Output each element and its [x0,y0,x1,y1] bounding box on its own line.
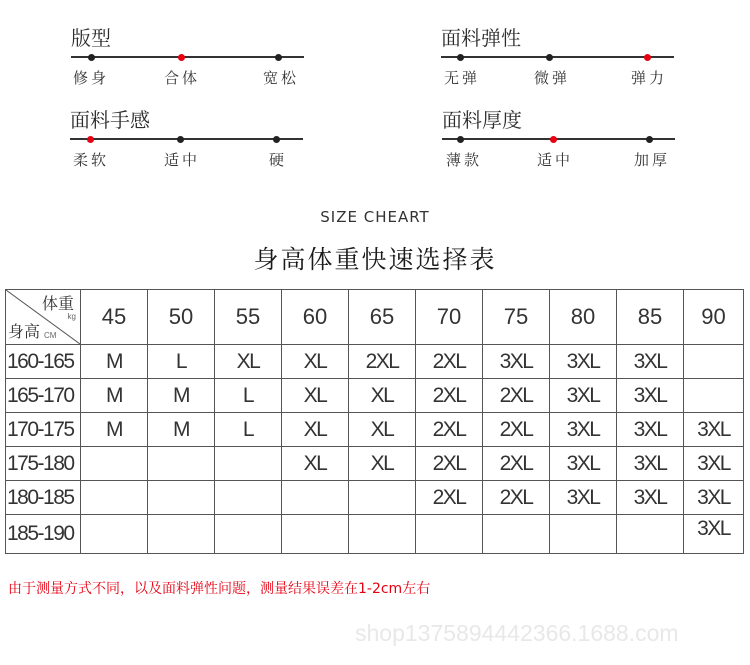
size-cell [282,515,349,554]
table-row [6,447,744,481]
attr-thickness-dot-0 [457,136,464,143]
size-cell: 3XL [550,447,617,481]
height-cell: 180-185 [6,481,81,515]
attr-elasticity-dot-2 [644,54,651,61]
size-cell: XL [349,379,416,413]
attr-elasticity-option-0: 无弹 [443,69,481,87]
attr-version [71,22,304,92]
corner-height-unit: CM [44,331,57,340]
attr-elasticity-dot-0 [457,54,464,61]
size-cell: L [215,413,282,447]
size-cell: 2XL [483,379,550,413]
size-cell [81,481,148,515]
size-cell: 2XL [483,413,550,447]
size-cell: M [81,413,148,447]
size-cell [148,515,215,554]
size-cell: 3XL [684,413,744,447]
attr-elasticity-title: 面料弹性 [441,26,521,50]
table-row [6,515,744,554]
attr-version-option-0: 修身 [72,69,110,87]
size-cell [215,447,282,481]
size-cell [349,515,416,554]
attr-version-dot-0 [88,54,95,61]
size-cell: 3XL [550,345,617,379]
table-row [6,413,744,447]
size-cell [148,447,215,481]
size-cell: 3XL [684,515,744,554]
size-cell: XL [282,447,349,481]
size-cell: 3XL [617,379,684,413]
size-cell [215,481,282,515]
height-cell: 165-170 [6,379,81,413]
attr-feel-dot-2 [273,136,280,143]
attr-thickness [442,104,675,174]
weight-header-cell: 90 [684,290,744,345]
size-cell: 3XL [617,345,684,379]
attr-version-dot-2 [275,54,282,61]
size-cell: XL [349,413,416,447]
attr-feel-line [70,138,303,140]
size-cell [148,481,215,515]
attr-thickness-option-2: 加厚 [633,151,671,169]
size-cell [215,515,282,554]
height-cell: 185-190 [6,515,81,554]
measurement-note: 由于测量方式不同，以及面料弹性问题，测量结果误差在1-2cm左右 [8,581,431,597]
weight-header-cell: 70 [416,290,483,345]
attr-feel-option-1: 适中 [163,151,201,169]
size-cell [617,515,684,554]
size-cell: 3XL [617,447,684,481]
size-cell: M [148,413,215,447]
shop-watermark: shop1375894442366.1688.com [355,620,679,646]
size-cell: 2XL [483,447,550,481]
attr-thickness-dot-2 [646,136,653,143]
size-cell [81,515,148,554]
weight-header-cell: 45 [81,290,148,345]
size-cell: 2XL [416,379,483,413]
attr-version-option-2: 宽松 [262,69,300,87]
attr-elasticity [441,22,674,92]
size-cell [282,481,349,515]
weight-header-cell: 60 [282,290,349,345]
size-cell: 3XL [550,413,617,447]
corner-weight-label: 体重 [41,294,74,313]
attr-thickness-option-1: 适中 [536,151,574,169]
attr-elasticity-dot-1 [546,54,553,61]
weight-header-cell: 50 [148,290,215,345]
size-cell: M [148,379,215,413]
attr-feel [70,104,303,174]
attr-feel-dot-1 [177,136,184,143]
attr-version-line [71,56,304,58]
size-cell: 2XL [416,447,483,481]
attr-thickness-dot-1 [550,136,557,143]
size-cell: 2XL [416,345,483,379]
size-cell: M [81,379,148,413]
size-cell [550,515,617,554]
size-cell: 3XL [617,481,684,515]
size-cell: 2XL [349,345,416,379]
table-row [6,481,744,515]
attr-elasticity-option-2: 弹力 [630,69,668,87]
height-cell: 175-180 [6,447,81,481]
attr-thickness-option-0: 薄款 [445,151,483,169]
size-table [5,289,744,554]
size-chart-subtitle: SIZE CHEART [320,208,430,226]
table-row [6,345,744,379]
table-header-row [6,290,744,345]
size-cell: 2XL [483,481,550,515]
height-cell: 170-175 [6,413,81,447]
size-cell [81,447,148,481]
weight-header-cell: 75 [483,290,550,345]
size-cell [416,515,483,554]
size-cell: L [148,345,215,379]
attr-version-title: 版型 [71,26,111,50]
size-cell: 2XL [416,413,483,447]
size-cell: 3XL [617,413,684,447]
size-cell: 3XL [684,447,744,481]
attr-feel-title: 面料手感 [70,108,150,132]
size-cell [349,481,416,515]
height-cell: 160-165 [6,345,81,379]
weight-header-cell: 65 [349,290,416,345]
size-cell: XL [282,345,349,379]
size-cell: M [81,345,148,379]
attr-version-option-1: 合体 [163,69,201,87]
attr-version-dot-1 [178,54,185,61]
size-cell: 3XL [684,481,744,515]
size-cell [684,345,744,379]
table-row [6,379,744,413]
size-cell [684,379,744,413]
size-cell: XL [215,345,282,379]
attr-feel-option-0: 柔软 [72,151,110,169]
weight-header-cell: 55 [215,290,282,345]
attr-thickness-title: 面料厚度 [442,108,522,132]
weight-header-cell: 85 [617,290,684,345]
size-cell: 2XL [416,481,483,515]
attr-elasticity-line [441,56,674,58]
table-corner-cell [6,290,81,345]
size-cell: XL [282,413,349,447]
size-cell: XL [282,379,349,413]
size-cell: L [215,379,282,413]
attr-feel-option-2: 硬 [268,151,288,169]
size-cell: 3XL [550,379,617,413]
size-chart-title: 身高体重快速选择表 [253,245,497,274]
size-cell: 3XL [483,345,550,379]
attr-thickness-line [442,138,675,140]
size-cell: 3XL [550,481,617,515]
corner-height-label: 身高 [8,322,41,341]
size-cell [483,515,550,554]
corner-weight-unit: kg [67,312,76,321]
weight-header-cell: 80 [550,290,617,345]
attr-feel-dot-0 [87,136,94,143]
attr-elasticity-option-1: 微弹 [533,69,571,87]
size-cell: XL [349,447,416,481]
